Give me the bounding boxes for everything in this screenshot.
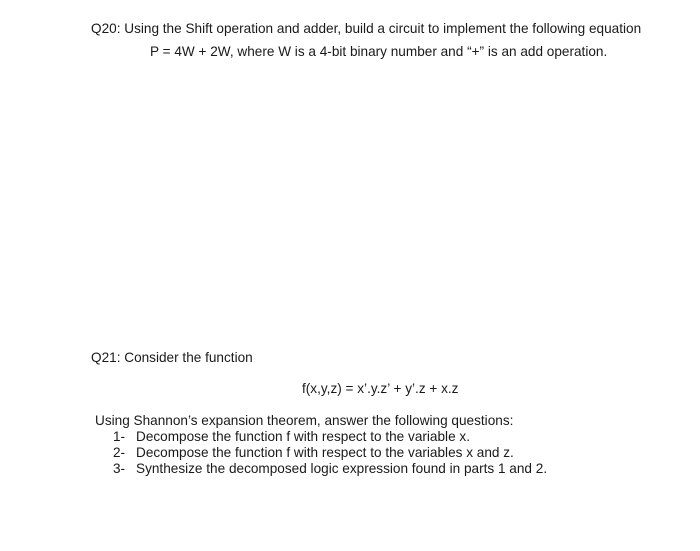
q21-header: Q21: Consider the function — [91, 350, 253, 365]
list-item-number: 1- — [113, 429, 126, 444]
q21-intro: Using Shannon’s expansion theorem, answer the following questions: — [95, 413, 514, 428]
list-item-number: 3- — [113, 461, 126, 476]
q20-equation: P = 4W + 2W, where W is a 4-bit binary number and “+” is an add operation. — [150, 44, 608, 59]
list-item-number: 2- — [113, 445, 126, 460]
list-item-text: Synthesize the decomposed logic expression found in parts 1 and 2. — [136, 461, 548, 476]
q20-header: Q20: Using the Shift operation and adder, build a circuit to implement the following equation — [91, 21, 642, 36]
list-item-text: Decompose the function f with respect to the variable x. — [136, 429, 470, 444]
q21-function: f(x,y,z) = x’.y.z’ + y’.z + x.z — [302, 381, 459, 396]
list-item-text: Decompose the function f with respect to the variables x and z. — [136, 445, 514, 460]
